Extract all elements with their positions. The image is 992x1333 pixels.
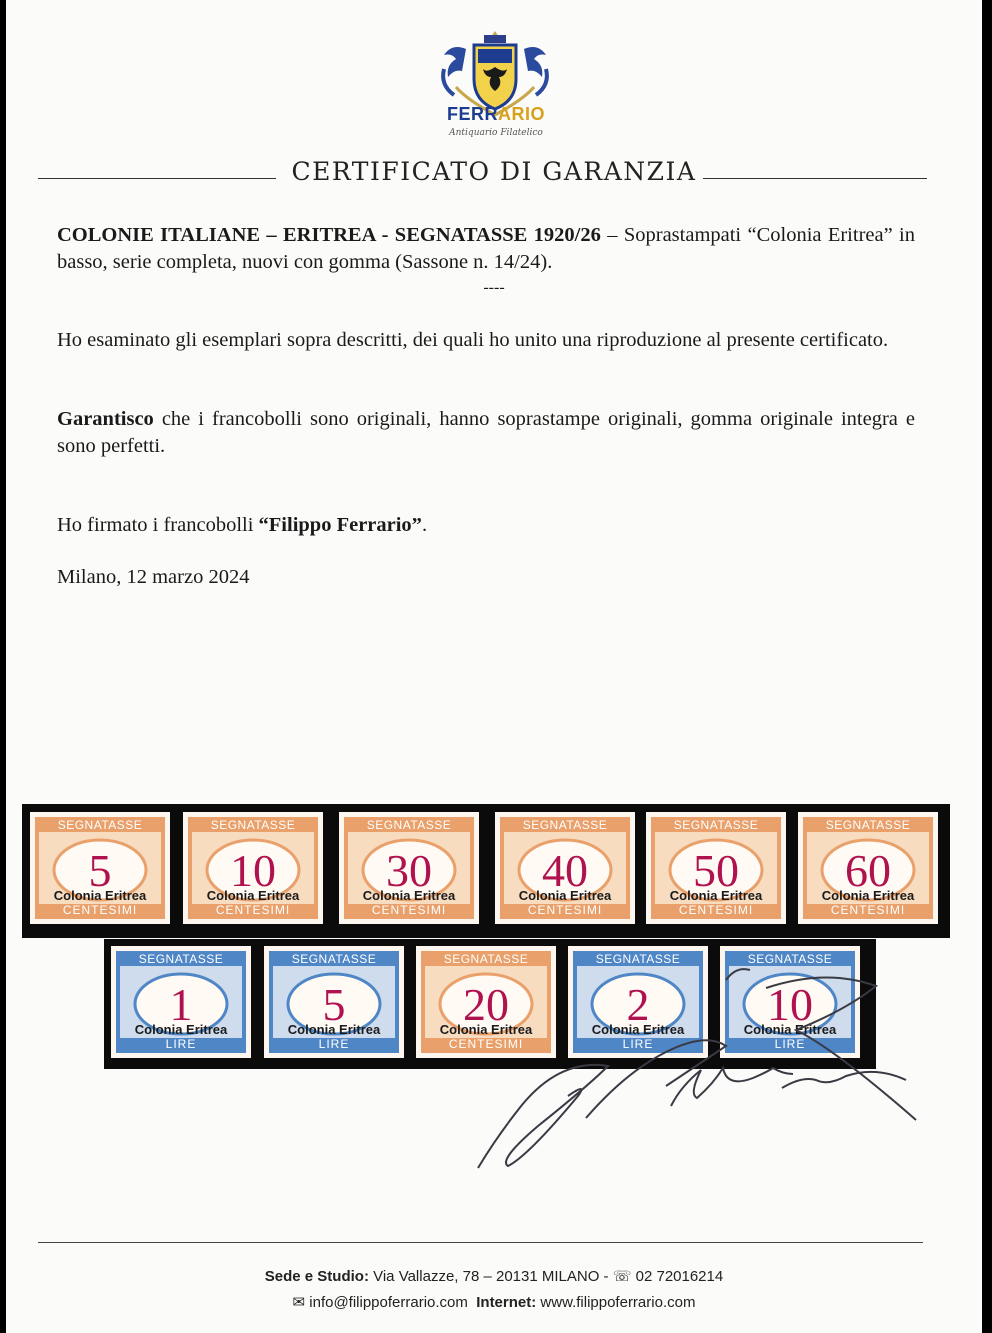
- stamp-description: [57, 222, 915, 276]
- description-separator: ----: [483, 279, 505, 296]
- stamp-row1-4: [495, 812, 635, 924]
- signed-prefix: Ho firmato i francobolli: [57, 514, 259, 536]
- stamp-header-text: SEGNATASSE: [57, 818, 143, 832]
- stamp-value: 30: [386, 845, 432, 896]
- footer-address-text: Via Vallazze, 78 – 20131 MILANO - ☏ 02 72016214: [368, 1268, 724, 1285]
- stamp-row1-3: [339, 812, 479, 924]
- guarantee-paragraph: [57, 406, 915, 460]
- stamp-header-text: SEGNATASSE: [825, 818, 911, 832]
- stamp-overprint: Colonia Eritrea: [591, 1022, 685, 1037]
- certificate-page: [6, 0, 982, 1333]
- stamp-overprint: Colonia Eritrea: [134, 1022, 228, 1037]
- stamp-overprint: Colonia Eritrea: [821, 888, 915, 903]
- footer-address: [6, 1267, 982, 1285]
- examined-paragraph: Ho esaminato gli esemplari sopra descritti, dei quali ho unito una riproduzione al presente certificato.: [57, 329, 889, 351]
- stamp-value: 40: [542, 845, 588, 896]
- brand-tagline: Antiquario Filatelico: [449, 128, 543, 138]
- stamp-unit: LIRE: [774, 1037, 806, 1051]
- stamp-unit: LIRE: [318, 1037, 350, 1051]
- stamp-header-text: SEGNATASSE: [443, 952, 529, 966]
- brand-name-part2: ARIO: [498, 104, 545, 124]
- footer-internet-label: Internet:: [476, 1294, 537, 1311]
- stamp-header-text: SEGNATASSE: [595, 952, 681, 966]
- stamp-unit: LIRE: [622, 1037, 654, 1051]
- stamp-value: 5: [322, 979, 346, 1030]
- stamp-row2-2: [264, 946, 404, 1058]
- stamp-value: 50: [693, 845, 739, 896]
- stamp-value: 10: [230, 845, 276, 896]
- footer-rule: [38, 1242, 923, 1243]
- footer-email: ✉ info@filippoferrario.com: [292, 1294, 468, 1311]
- footer-contacts: [6, 1293, 982, 1311]
- stamp-unit: CENTESIMI: [448, 1037, 524, 1051]
- stamp-value: 60: [845, 845, 891, 896]
- stamp-unit: CENTESIMI: [678, 903, 754, 917]
- guarantee-text: che i francobolli sono originali, hanno soprastampe originali, gomma originale integra e sono perfetti.: [57, 408, 915, 457]
- stamp-value: 20: [463, 979, 509, 1030]
- stamp-row2-3: [416, 946, 556, 1058]
- stamp-row1-1: [30, 812, 170, 924]
- stamp-value: 2: [626, 979, 650, 1030]
- stamp-row1-5: [646, 812, 786, 924]
- stamp-header-text: SEGNATASSE: [747, 952, 833, 966]
- stamp-row2-5: [720, 946, 860, 1058]
- stamp-row2-1: [111, 946, 251, 1058]
- footer-website: www.filippoferrario.com: [536, 1294, 696, 1311]
- brand-name: [426, 104, 566, 125]
- stamp-unit: LIRE: [165, 1037, 197, 1051]
- description-detail: – Soprastampati “Colonia Eritrea” in basso, serie completa, nuovi con gomma (Sassone n. 14/24).: [57, 224, 915, 273]
- stamp-header-text: SEGNATASSE: [291, 952, 377, 966]
- guarantee-keyword: Garantisco: [57, 408, 154, 430]
- signer-name: “Filippo Ferrario”: [258, 514, 422, 536]
- signed-suffix: .: [421, 514, 428, 536]
- stamp-header-text: SEGNATASSE: [138, 952, 224, 966]
- stamp-value: 1: [169, 979, 193, 1030]
- stamp-overprint: Colonia Eritrea: [669, 888, 763, 903]
- stamp-overprint: Colonia Eritrea: [362, 888, 456, 903]
- stamp-row2-4: [568, 946, 708, 1058]
- stamp-unit: CENTESIMI: [371, 903, 447, 917]
- stamp-header-text: SEGNATASSE: [522, 818, 608, 832]
- stamp-unit: CENTESIMI: [830, 903, 906, 917]
- stamp-row1-6: [798, 812, 938, 924]
- stamp-value: 10: [767, 979, 813, 1030]
- description-heading: COLONIE ITALIANE – ERITREA - SEGNATASSE 1920/26: [57, 224, 601, 246]
- place-date: Milano, 12 marzo 2024: [57, 566, 250, 588]
- stamp-overprint: Colonia Eritrea: [743, 1022, 837, 1037]
- certificate-title: CERTIFICATO DI GARANZIA: [291, 157, 697, 186]
- stamp-header-text: SEGNATASSE: [366, 818, 452, 832]
- title-rule-right: [703, 178, 927, 179]
- stamp-overprint: Colonia Eritrea: [206, 888, 300, 903]
- stamp-unit: CENTESIMI: [527, 903, 603, 917]
- stamp-value: 5: [88, 845, 112, 896]
- signed-paragraph: [57, 512, 915, 539]
- stamp-overprint: Colonia Eritrea: [518, 888, 612, 903]
- footer-office-label: Sede e Studio:: [264, 1268, 369, 1285]
- stamp-unit: CENTESIMI: [215, 903, 291, 917]
- brand-name-part1: FERR: [447, 104, 498, 124]
- stamp-overprint: Colonia Eritrea: [53, 888, 147, 903]
- stamp-overprint: Colonia Eritrea: [287, 1022, 381, 1037]
- stamp-unit: CENTESIMI: [62, 903, 138, 917]
- stamp-header-text: SEGNATASSE: [210, 818, 296, 832]
- stamp-row1-2: [183, 812, 323, 924]
- stamp-overprint: Colonia Eritrea: [439, 1022, 533, 1037]
- stamp-header-text: SEGNATASSE: [673, 818, 759, 832]
